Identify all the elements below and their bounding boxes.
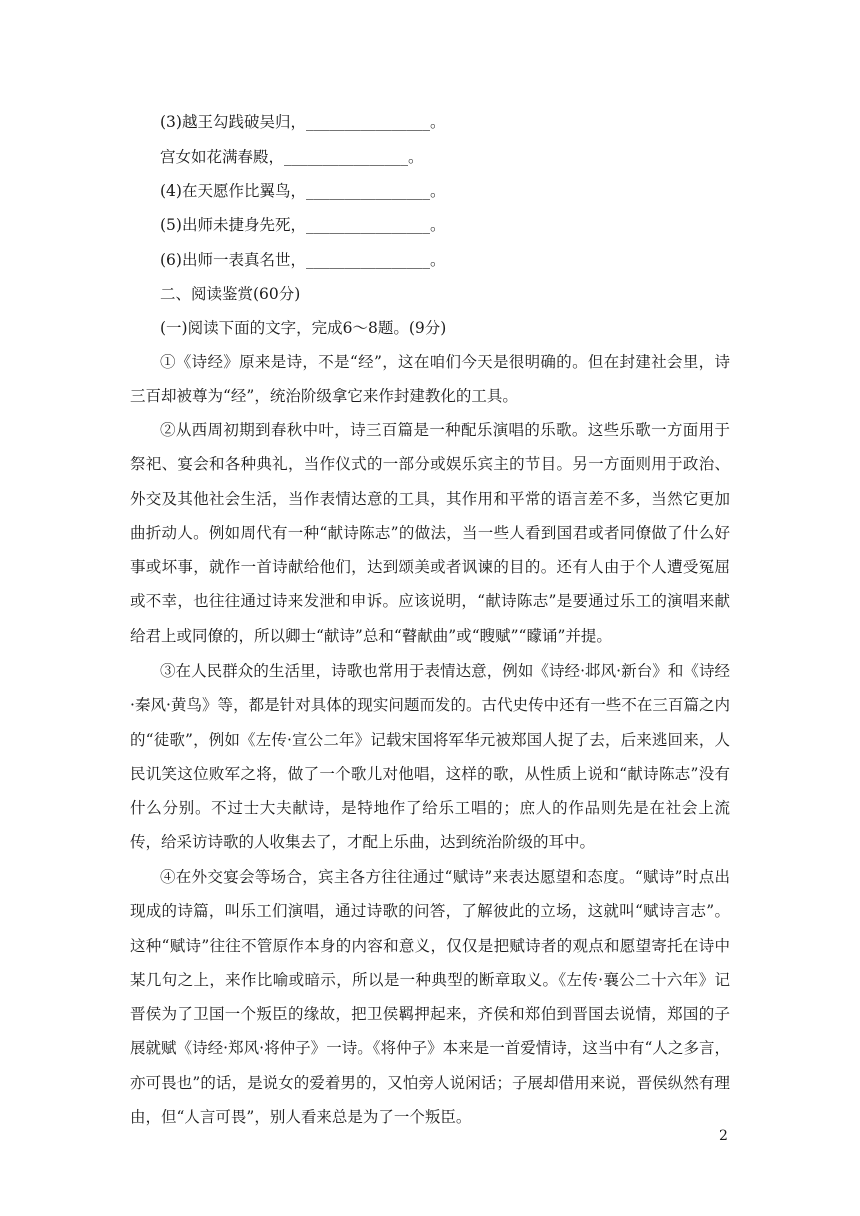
fill-blank-5: (5)出师未捷身先死，________________。 [160,216,446,234]
paragraph-1: ①《诗经》原来是诗，不是“经”，这在咱们今天是很明确的。但在封建社会里，诗三百却被尊为“经”，统治阶级拿它来作封建教化的工具。 [130,353,730,406]
section-heading: 二、阅读鉴赏(60分) [160,285,301,303]
fill-blank-3: (3)越王勾践破吴归，________________。 [160,113,446,131]
paragraph-2: ②从西周初期到春秋中叶，诗三百篇是一种配乐演唱的乐歌。这些乐歌一方面用于祭祀、宴会和各种典礼，当作仪式的一部分或娱乐宾主的节目。另一方面则用于政治、外交及其他社会生活，当作表情达意的工具，其作用和平常的语言差不多，当然它更加曲折动人。例如周代有一种“献诗陈志”的做法，当一些人看到国君或者同僚做了什么好事或坏事，就作一首诗献给他们，达到颂美或者讽谏的目的。还有人由于个人遭受冤屈或不幸，也往往通过诗来发泄和申诉。应该说明，“献诗陈志”是要通过乐工的演唱来献给君上或同僚的，所以卿士“献诗”总和“瞽献曲”或“瞍赋”“矇诵”并提。 [130,421,730,645]
sub-heading: (一)阅读下面的文字，完成6～8题。(9分) [160,319,447,337]
fill-blank-6: (6)出师一表真名世，________________。 [160,251,446,269]
fill-blank-3-continued: 宫女如花满春殿，________________。 [160,148,424,166]
paragraph-3: ③在人民群众的生活里，诗歌也常用于表情达意，例如《诗经·邶风·新台》和《诗经·秦风·黄鸟》等，都是针对具体的现实问题而发的。古代史传中还有一些不在三百篇之内的“徒歌”，例如《左传·宣公二年》记载宋国将军华元被郑国人捉了去，后来逃回来，人民讥笑这位败军之将，做了一个歌儿对他唱，这样的歌，从性质上说和“献诗陈志”没有什么分别。不过士大夫献诗，是特地作了给乐工唱的；庶人的作品则先是在社会上流传，给采访诗歌的人收集去了，才配上乐曲，达到统治阶级的耳中。 [130,662,730,852]
fill-blank-4: (4)在天愿作比翼鸟，________________。 [160,182,446,200]
paragraph-4: ④在外交宴会等场合，宾主各方往往通过“赋诗”来表达愿望和态度。“赋诗”时点出现成的诗篇，叫乐工们演唱，通过诗歌的问答，了解彼此的立场，这就叫“赋诗言志”。这种“赋诗”往往不管原作本身的内容和意义，仅仅是把赋诗者的观点和愿望寄托在诗中某几句之上，来作比喻或暗示，所以是一种典型的断章取义。《左传·襄公二十六年》记晋侯为了卫国一个叛臣的缘故，把卫侯羁押起来，齐侯和郑伯到晋国去说情，郑国的子展就赋《诗经·郑风·将仲子》一诗。《将仲子》本来是一首爱情诗，这当中有“人之多言，亦可畏也”的话，是说女的爱着男的，又怕旁人说闲话；子展却借用来说，晋侯纵然有理由，但“人言可畏”，别人看来总是为了一个叛臣。 [130,868,730,1127]
page-number: 2 [719,1128,728,1144]
